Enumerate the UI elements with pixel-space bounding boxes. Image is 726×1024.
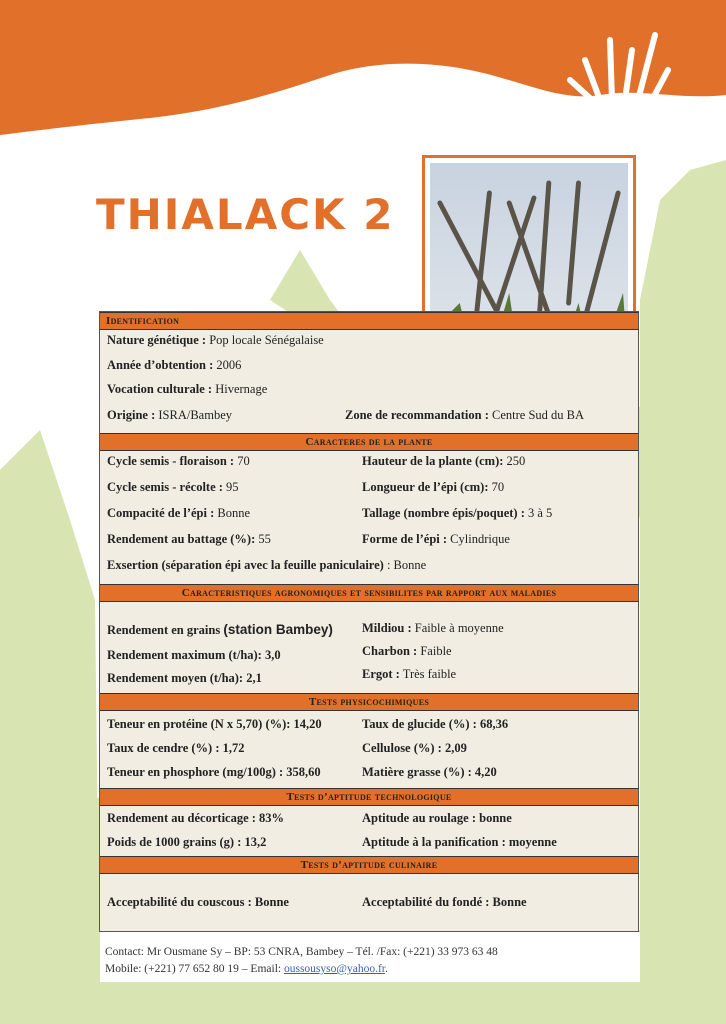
couscous-text: Acceptabilité du couscous : Bonne	[107, 895, 289, 909]
ergot-label: Ergot :	[362, 667, 400, 681]
ergot-row	[362, 667, 456, 682]
longueur-label: Longueur de l’épi (cm):	[362, 480, 489, 494]
rendement-grains-station: (station Bambey)	[223, 622, 333, 637]
hauteur-row	[362, 454, 525, 469]
tallage-label: Tallage (nombre épis/poquet) :	[362, 506, 525, 520]
page-title: THIALACK 2	[96, 190, 395, 239]
nature-row	[107, 333, 324, 348]
cendre-row	[107, 741, 245, 756]
ergot-value: Très faible	[399, 667, 457, 681]
forme-row	[362, 532, 510, 547]
cellulose-row	[362, 741, 467, 756]
mobile-text: Mobile: (+221) 77 652 80 19 – Email:	[105, 963, 284, 975]
annee-value: 2006	[213, 358, 242, 372]
section-header-physicochimiques: Tests physicochimiques	[100, 693, 638, 711]
section-header-caracteres: Caracteres de la plante	[100, 433, 638, 451]
cycle-recolte-label: Cycle semis - récolte :	[107, 480, 223, 494]
origine-label: Origine :	[107, 408, 156, 422]
compacite-label: Compacité de l’épi :	[107, 506, 215, 520]
rendement-grains-row	[107, 622, 333, 638]
hauteur-label: Hauteur de la plante (cm):	[362, 454, 504, 468]
poids-row	[107, 835, 266, 850]
rendement-moyen-row	[107, 671, 262, 686]
phosphore-row	[107, 765, 321, 780]
battage-row	[107, 532, 271, 547]
exsertion-row	[107, 558, 426, 573]
hauteur-value: 250	[503, 454, 526, 468]
mobile-line	[105, 961, 498, 978]
tallage-row	[362, 506, 552, 521]
compacite-value: Bonne	[214, 506, 251, 520]
rendement-moyen-label: Rendement moyen (t/ha): 2,1	[107, 671, 262, 685]
cycle-recolte-row	[107, 480, 239, 495]
matiere-text: Matière grasse (%) : 4,20	[362, 765, 497, 779]
cycle-floraison-value: 70	[234, 454, 250, 468]
rendement-grains-label: Rendement en grains	[107, 623, 224, 637]
roulage-text: Aptitude au roulage : bonne	[362, 811, 512, 825]
rendement-max-label: Rendement maximum (t/ha): 3,0	[107, 648, 281, 662]
compacite-row	[107, 506, 250, 521]
poids-text: Poids de 1000 grains (g) : 13,2	[107, 835, 267, 849]
fonde-text: Acceptabilité du fondé : Bonne	[362, 895, 527, 909]
rendement-max-row	[107, 648, 281, 663]
origine-row	[107, 408, 232, 423]
cellulose-text: Cellulose (%) : 2,09	[362, 741, 467, 755]
charbon-value: Faible	[417, 644, 452, 658]
panification-text: Aptitude à la panification : moyenne	[362, 835, 557, 849]
vocation-value: Hivernage	[212, 382, 268, 396]
decorticage-text: Rendement au décorticage : 83%	[107, 811, 285, 825]
charbon-label: Charbon :	[362, 644, 418, 658]
mildiou-row	[362, 621, 504, 636]
contact-footer	[105, 944, 498, 978]
charbon-row	[362, 644, 452, 659]
annee-label: Année d’obtention :	[107, 358, 214, 372]
zone-label: Zone de recommandation :	[345, 408, 489, 422]
longueur-row	[362, 480, 504, 495]
annee-row	[107, 358, 241, 373]
proteine-text: Teneur en protéine (N x 5,70) (%): 14,20	[107, 717, 322, 731]
cycle-recolte-value: 95	[222, 480, 239, 494]
zone-value: Centre Sud du BA	[488, 408, 585, 422]
exsertion-label: Exsertion (séparation épi avec la feuille paniculaire)	[107, 558, 384, 572]
longueur-value: 70	[488, 480, 505, 494]
cycle-floraison-label: Cycle semis - floraison :	[107, 454, 235, 468]
panification-row	[362, 835, 557, 850]
decorticage-row	[107, 811, 284, 826]
cendre-text: Taux de cendre (%) : 1,72	[107, 741, 245, 755]
exsertion-value: : Bonne	[383, 558, 427, 572]
zone-row	[345, 408, 584, 423]
glucide-text: Taux de glucide (%) : 68,36	[362, 717, 509, 731]
section-header-identification: Identification	[100, 312, 638, 330]
origine-value: ISRA/Bambey	[155, 408, 232, 422]
vocation-label: Vocation culturale :	[107, 382, 213, 396]
forme-label: Forme de l’épi :	[362, 532, 448, 546]
proteine-row	[107, 717, 322, 732]
variety-info-card	[99, 311, 639, 932]
cycle-floraison-row	[107, 454, 250, 469]
battage-label: Rendement au battage (%):	[107, 532, 256, 546]
matiere-row	[362, 765, 497, 780]
section-header-agronomiques: Caracteristiques agronomiques et sensibilites par rapport aux maladies	[100, 584, 638, 602]
couscous-row	[107, 895, 289, 910]
email-link[interactable]: oussousyso@yahoo.fr	[283, 963, 385, 975]
tallage-value: 3 à 5	[524, 506, 553, 520]
fonde-row	[362, 895, 527, 910]
forme-value: Cylindrique	[447, 532, 510, 546]
battage-value: 55	[255, 532, 271, 546]
contact-line: Contact: Mr Ousmane Sy – BP: 53 CNRA, Bambey – Tél. /Fax: (+221) 33 973 63 48	[105, 946, 498, 958]
mildiou-value: Faible à moyenne	[411, 621, 504, 635]
mobile-suffix: .	[384, 963, 388, 975]
nature-label: Nature génétique :	[107, 333, 207, 347]
top-orange-wave	[0, 0, 726, 135]
section-header-technologique: Tests d’aptitude technologique	[100, 788, 638, 806]
section-header-culinaire: Tests d’aptitude culinaire	[100, 856, 638, 874]
vocation-row	[107, 382, 267, 397]
mildiou-label: Mildiou :	[362, 621, 412, 635]
nature-value: Pop locale Sénégalaise	[206, 333, 324, 347]
phosphore-text: Teneur en phosphore (mg/100g) : 358,60	[107, 765, 321, 779]
roulage-row	[362, 811, 512, 826]
glucide-row	[362, 717, 508, 732]
